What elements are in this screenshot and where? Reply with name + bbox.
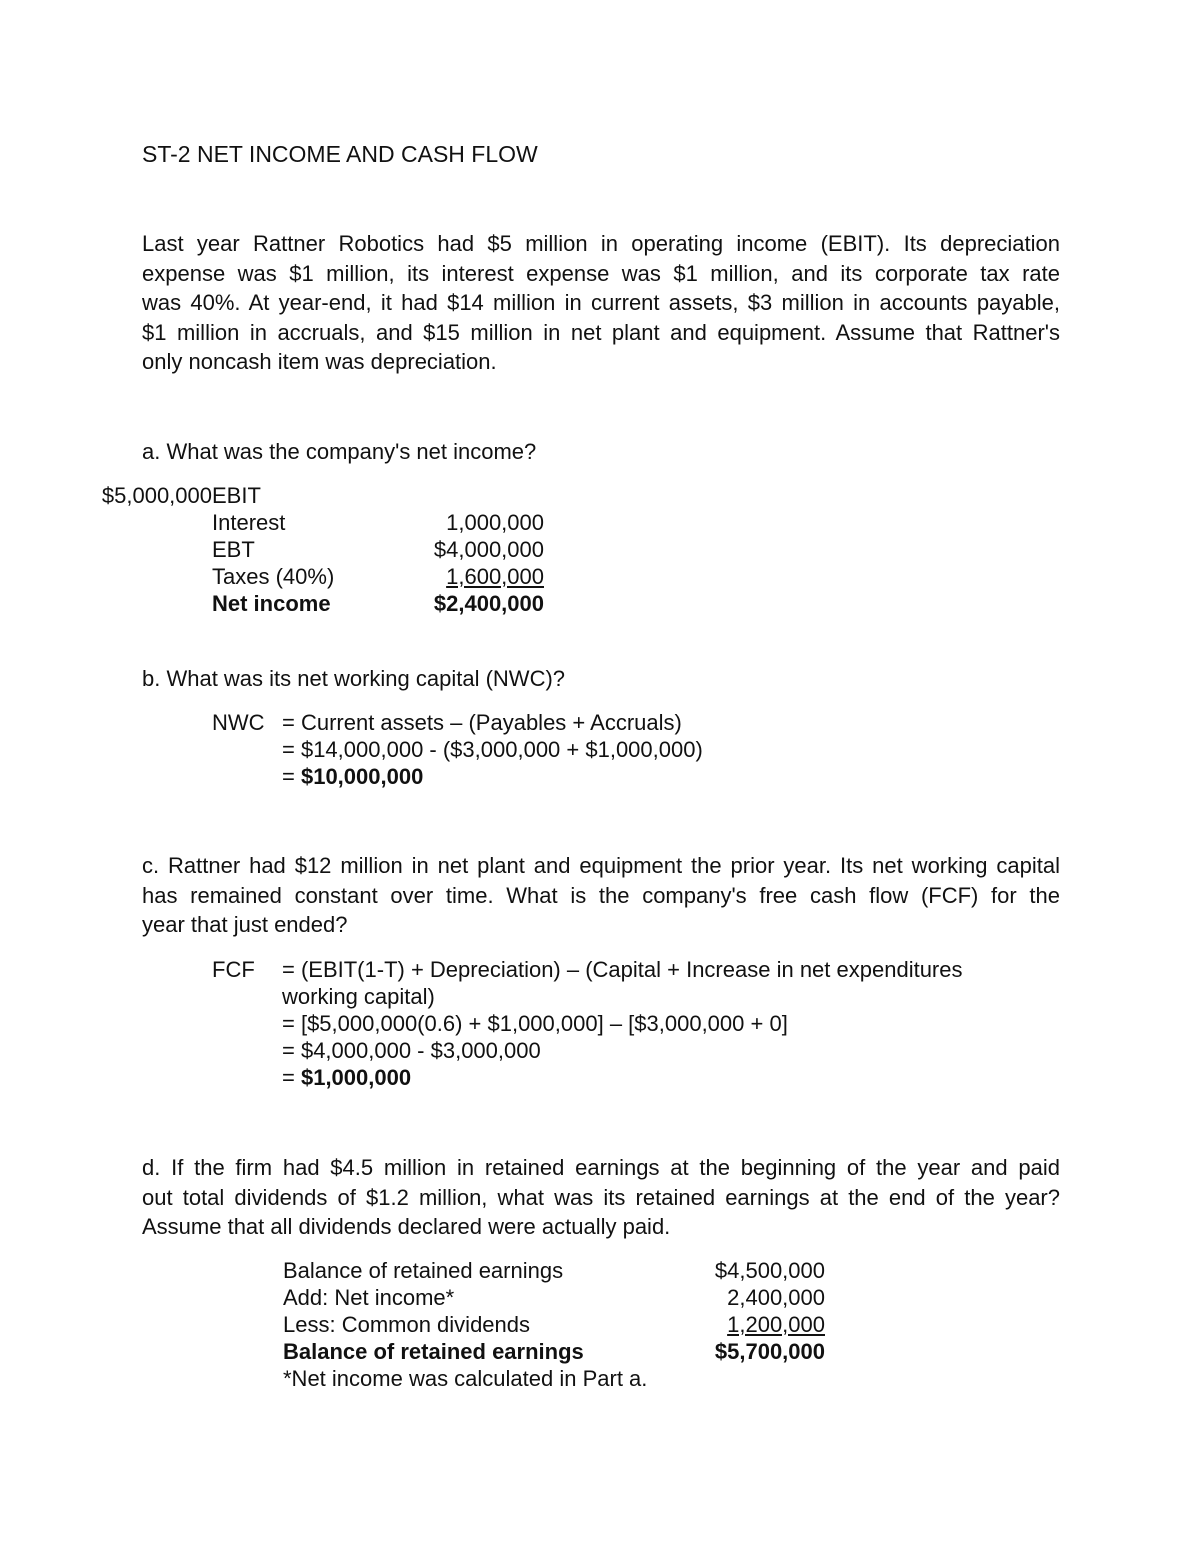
row-label: Taxes (40%) bbox=[212, 564, 335, 589]
table-row-total bbox=[283, 1339, 825, 1366]
equation-label: FCF bbox=[212, 957, 255, 982]
row-value: $5,700,000 bbox=[714, 1339, 825, 1364]
row-label: EBIT bbox=[212, 483, 261, 508]
table-row bbox=[283, 1312, 825, 1339]
table-row bbox=[283, 1258, 825, 1285]
table-row bbox=[212, 564, 544, 591]
row-label: EBT bbox=[212, 537, 255, 562]
retained-earnings-table bbox=[283, 1258, 825, 1398]
row-value: 1,000,000 bbox=[446, 510, 544, 535]
table-row bbox=[212, 510, 544, 537]
row-value: $4,500,000 bbox=[714, 1258, 825, 1283]
equation-label: NWC bbox=[212, 710, 265, 735]
row-value: $2,400,000 bbox=[433, 591, 544, 616]
footnote bbox=[283, 1366, 825, 1393]
intro-line: was 40%. At year-end, it had $14 million in current assets, $3 million in accounts payable, bbox=[142, 290, 1060, 315]
question-line: year that just ended? bbox=[142, 912, 348, 937]
equation-line: = $14,000,000 - ($3,000,000 + $1,000,000) bbox=[282, 737, 703, 762]
equation-line: working capital) bbox=[282, 984, 435, 1009]
row-value: 2,400,000 bbox=[727, 1285, 825, 1310]
row-value: 1,600,000 bbox=[446, 564, 544, 589]
equals-sign: = bbox=[282, 1065, 301, 1090]
intro-line: $1 million in accruals, and $15 million in net plant and equipment. Assume that Rattner's bbox=[142, 319, 1060, 345]
result-value: $10,000,000 bbox=[300, 764, 424, 789]
row-value: 1,200,000 bbox=[727, 1312, 825, 1337]
intro-line: Last year Rattner Robotics had $5 million in operating income (EBIT). Its depreciation bbox=[142, 231, 1060, 256]
question-line: Assume that all dividends declared were actually paid. bbox=[142, 1214, 671, 1239]
row-label: Interest bbox=[212, 510, 286, 535]
question-d bbox=[142, 1153, 1060, 1242]
intro-paragraph bbox=[142, 229, 1060, 377]
row-label: Less: Common dividends bbox=[283, 1312, 531, 1337]
equation-line: = [$5,000,000(0.6) + $1,000,000] – [$3,000,000 + 0] bbox=[282, 1011, 788, 1036]
equation-line: = $4,000,000 - $3,000,000 bbox=[282, 1038, 541, 1063]
row-label: Add: Net income* bbox=[283, 1285, 455, 1310]
document-title: ST-2 NET INCOME AND CASH FLOW bbox=[142, 141, 538, 167]
table-row-total bbox=[212, 591, 544, 618]
table-row bbox=[283, 1285, 825, 1312]
question-c bbox=[142, 851, 1060, 940]
intro-line: only noncash item was depreciation. bbox=[142, 349, 497, 374]
result-value: $1,000,000 bbox=[300, 1065, 412, 1090]
question-line: d. If the firm had $4.5 million in retained earnings at the beginning of the year and paid bbox=[142, 1155, 1060, 1180]
equation-result bbox=[282, 764, 423, 790]
row-label: Balance of retained earnings bbox=[283, 1258, 564, 1283]
row-value: $5,000,000 bbox=[101, 483, 212, 508]
equation-line: = (EBIT(1-T) + Depreciation) – (Capital + Increase in net expenditures bbox=[282, 957, 963, 982]
question-line: has remained constant over time. What is the company's free cash flow (FCF) for the bbox=[142, 882, 1060, 908]
net-income-table bbox=[101, 483, 544, 623]
question-line: c. Rattner had $12 million in net plant and equipment the prior year. Its net working capital bbox=[142, 853, 1060, 878]
intro-line: expense was $1 million, its interest expense was $1 million, and its corporate tax rate bbox=[142, 260, 1060, 286]
equals-sign: = bbox=[282, 764, 301, 789]
table-row bbox=[212, 537, 544, 564]
equation-result bbox=[282, 1065, 411, 1091]
row-value: $4,000,000 bbox=[433, 537, 544, 562]
question-line: out total dividends of $1.2 million, what was its retained earnings at the end of the year? bbox=[142, 1184, 1060, 1210]
question-b: b. What was its net working capital (NWC)? bbox=[142, 666, 566, 691]
equation-line: = Current assets – (Payables + Accruals) bbox=[282, 710, 682, 735]
question-a: a. What was the company's net income? bbox=[142, 439, 537, 464]
row-label: Balance of retained earnings bbox=[283, 1339, 584, 1364]
row-label: Net income bbox=[212, 591, 331, 616]
footnote-text: *Net income was calculated in Part a. bbox=[283, 1366, 648, 1391]
